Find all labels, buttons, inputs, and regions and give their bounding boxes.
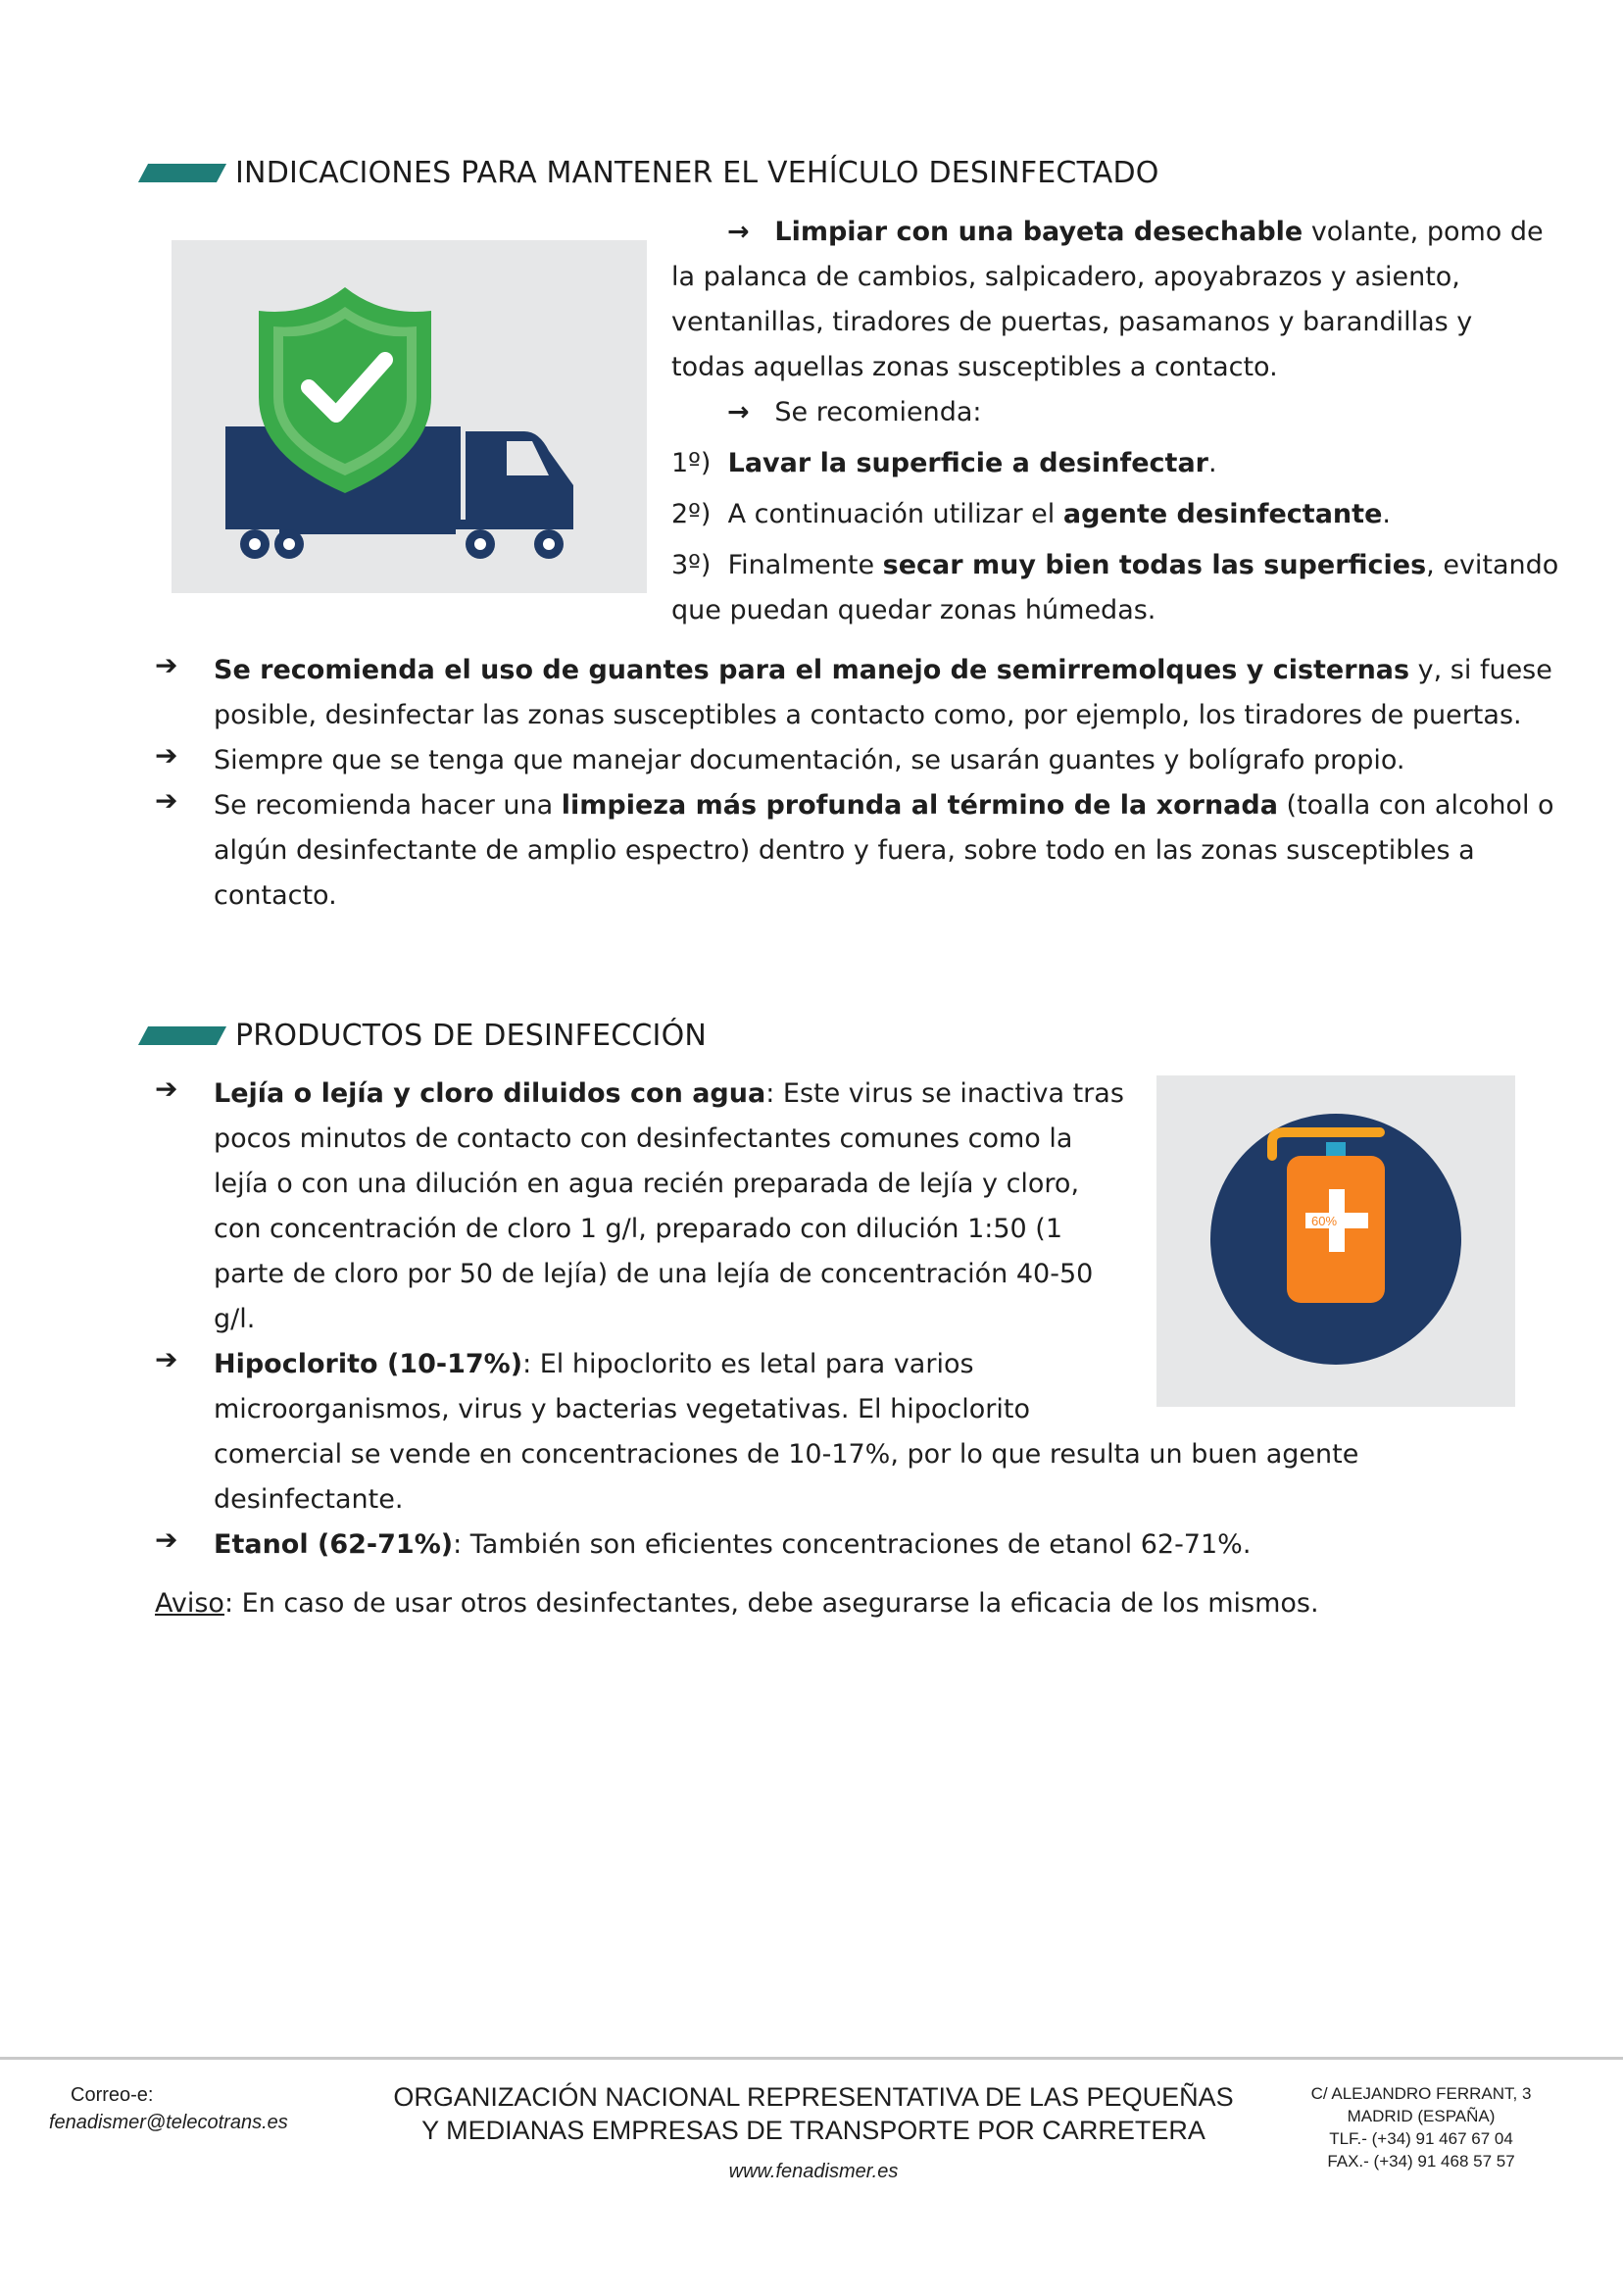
bullet-1-line-2: posible, desinfectar las zonas susceptibles a contacto como, por ejemplo, los tiradores de puertas.: [214, 700, 1522, 730]
footer-email-label: Correo-e:: [71, 2084, 154, 2106]
shield-truck-image: [172, 240, 647, 593]
aviso-text: : En caso de usar otros desinfectantes, debe asegurarse la eficacia de los mismos.: [223, 1588, 1319, 1619]
step-end: .: [1208, 448, 1217, 478]
aviso-note: [155, 1581, 1319, 1626]
aviso-label: Aviso: [155, 1588, 224, 1619]
bullet-3-line-3: contacto.: [214, 880, 337, 911]
intro-line-2: la palanca de cambios, salpicadero, apoyabrazos y asiento,: [671, 262, 1460, 292]
footer-email[interactable]: fenadismer@telecotrans.es: [49, 2112, 288, 2133]
sanitizer-image: [1156, 1075, 1515, 1407]
product-rest: : También son eficientes concentraciones de etanol 62-71%.: [453, 1529, 1252, 1560]
intro-rest: volante, pomo de: [1303, 217, 1544, 247]
step-3-line-2: que puedan quedar zonas húmedas.: [671, 595, 1156, 625]
bullet-2: Siempre que se tenga que manejar documentación, se usarán guantes y bolígrafo propio.: [214, 745, 1405, 775]
footer-divider: [0, 2057, 1623, 2060]
bottle-label: 60%: [1311, 1214, 1338, 1228]
step-number: 3º): [671, 550, 712, 580]
bullet-rest: (toalla con alcohol o: [1277, 790, 1554, 821]
product-1-line-5: parte de cloro por 50 de lejía) de una lejía de concentración 40-50: [214, 1259, 1094, 1289]
step-end: .: [1382, 499, 1391, 529]
step-bold: secar muy bien todas las superficies: [882, 550, 1427, 580]
intro-line-1: [727, 210, 1544, 255]
bullet-arrow-icon: ➔: [155, 1073, 178, 1105]
step-3: [671, 543, 1558, 588]
footer-website[interactable]: www.fenadismer.es: [728, 2161, 899, 2182]
footer-phone: TLF.- (+34) 91 467 67 04: [1329, 2129, 1513, 2148]
product-2-line-2: microorganismos, virus y bacterias vegetativas. El hipoclorito: [214, 1394, 1030, 1424]
bullet-arrow-icon: ➔: [155, 739, 178, 772]
footer-address-1: C/ ALEJANDRO FERRANT, 3: [1310, 2084, 1532, 2103]
bullet-arrow-icon: ➔: [155, 1523, 178, 1556]
step-text: Finalmente: [727, 550, 883, 580]
bullet-arrow-icon: ➔: [155, 1343, 178, 1375]
sanitizer-bottle-icon: [1156, 1075, 1515, 1407]
step-bold: Lavar la superficie a desinfectar: [727, 448, 1208, 478]
step-1: [671, 441, 1217, 486]
product-1-line-4: con concentración de cloro 1 g/l, preparado con dilución 1:50 (1: [214, 1214, 1062, 1244]
shield-truck-icon: [172, 240, 647, 593]
footer-org-line-2: Y MEDIANAS EMPRESAS DE TRANSPORTE POR CARRETERA: [421, 2116, 1205, 2145]
section-header-products: [139, 1016, 707, 1055]
product-rest: : El hipoclorito es letal para varios: [522, 1349, 974, 1379]
product-2-line-4: desinfectante.: [214, 1484, 404, 1515]
step-2: [671, 492, 1391, 537]
intro-bold: Limpiar con una bayeta desechable: [774, 217, 1303, 247]
bullet-rest: y, si fuese: [1409, 655, 1552, 685]
product-1-line-2: pocos minutos de contacto con desinfectantes comunes como la: [214, 1123, 1073, 1154]
product-rest: : Este virus se inactiva tras: [765, 1078, 1124, 1109]
product-1-line-1: [214, 1072, 1124, 1117]
recommend-line: [727, 390, 982, 435]
product-bold: Etanol (62-71%): [214, 1529, 454, 1560]
step-number: 1º): [671, 448, 712, 478]
bullet-bold: limpieza más profunda al término de la xornada: [561, 790, 1278, 821]
product-1-line-6: g/l.: [214, 1304, 256, 1334]
section-header-vehicle: [139, 153, 1159, 192]
bullet-bold: Se recomienda el uso de guantes para el manejo de semirremolques y cisternas: [214, 655, 1410, 685]
footer-address-2: MADRID (ESPAÑA): [1347, 2107, 1496, 2125]
section-accent-bar: [138, 1026, 226, 1045]
intro-line-4: todas aquellas zonas susceptibles a contacto.: [671, 352, 1278, 382]
bullet-arrow-icon: ➔: [155, 649, 178, 681]
bullet-3-line-1: [214, 783, 1554, 828]
intro-line-3: ventanillas, tiradores de puertas, pasamanos y barandillas y: [671, 307, 1473, 337]
product-bold: Lejía o lejía y cloro diluidos con agua: [214, 1078, 766, 1109]
bullet-1-line-1: [214, 648, 1552, 693]
bullet-text: Se recomienda hacer una: [214, 790, 562, 821]
product-2-line-3: comercial se vende en concentraciones de 10-17%, por lo que resulta un buen agente: [214, 1439, 1359, 1470]
section-title: INDICACIONES PARA MANTENER EL VEHÍCULO DESINFECTADO: [235, 155, 1159, 190]
bullet-arrow-icon: ➔: [155, 784, 178, 817]
section-title: PRODUCTOS DE DESINFECCIÓN: [235, 1018, 708, 1053]
section-accent-bar: [138, 164, 226, 182]
footer-fax: FAX.- (+34) 91 468 57 57: [1327, 2152, 1515, 2171]
arrow-icon: →: [727, 397, 750, 427]
footer-org-line-1: ORGANIZACIÓN NACIONAL REPRESENTATIVA DE LAS PEQUEÑAS: [393, 2082, 1234, 2112]
step-text: A continuación utilizar el: [727, 499, 1063, 529]
recommend-text: Se recomienda:: [774, 397, 982, 427]
product-bold: Hipoclorito (10-17%): [214, 1349, 523, 1379]
product-3: [214, 1522, 1251, 1568]
step-end: , evitando: [1426, 550, 1559, 580]
arrow-icon: →: [727, 217, 750, 247]
product-2-line-1: [214, 1342, 974, 1387]
step-number: 2º): [671, 499, 712, 529]
step-bold: agente desinfectante: [1062, 499, 1383, 529]
product-1-line-3: lejía o con una dilución en agua recién preparada de lejía y cloro,: [214, 1169, 1080, 1199]
bullet-3-line-2: algún desinfectante de amplio espectro) dentro y fuera, sobre todo en las zonas susceptibles a: [214, 835, 1475, 866]
